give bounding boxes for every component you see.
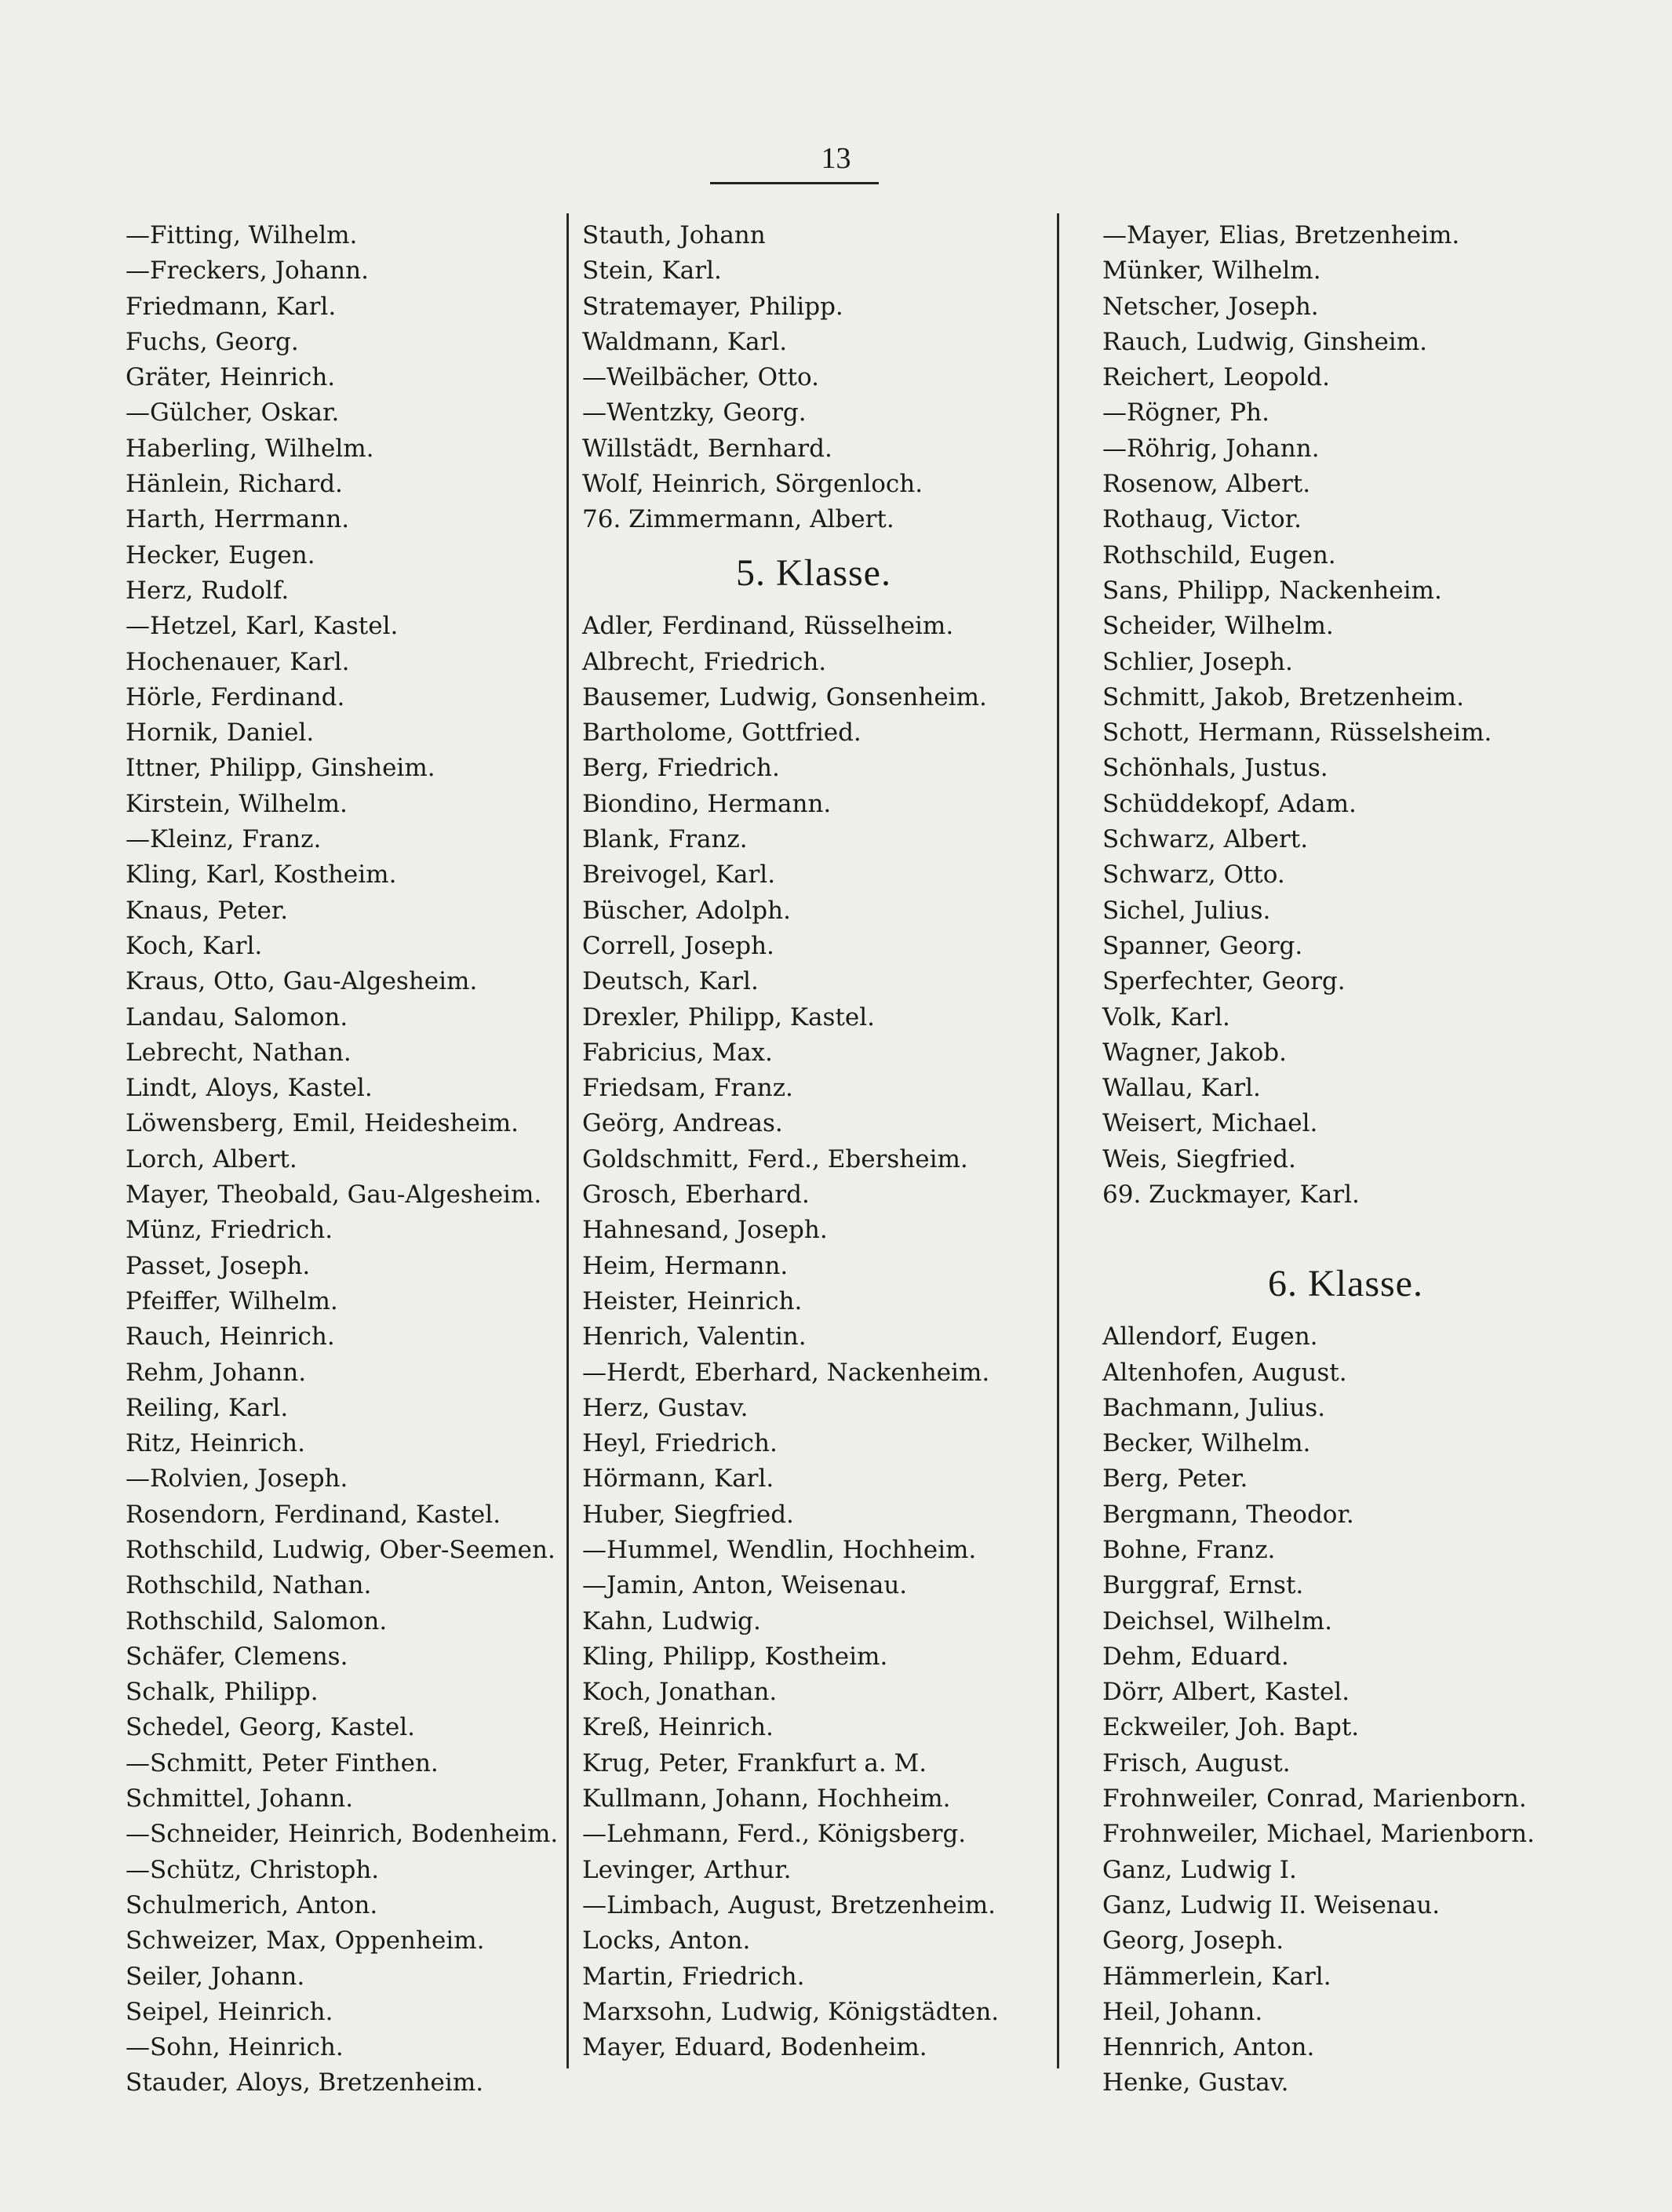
student-entry: Hänlein, Richard. bbox=[126, 470, 343, 499]
student-entry: Levinger, Arthur. bbox=[582, 1855, 792, 1884]
student-entry: Passet, Joseph. bbox=[126, 1251, 311, 1280]
student-entry: —Lehmann, Ferd., Königsberg. bbox=[582, 1820, 967, 1849]
student-entry: —Jamin, Anton, Weisenau. bbox=[582, 1571, 908, 1600]
student-entry: Heil, Johann. bbox=[1102, 1997, 1263, 2026]
student-entry: Kling, Philipp, Kostheim. bbox=[582, 1642, 888, 1671]
student-entry: Kreß, Heinrich. bbox=[582, 1713, 774, 1742]
student-entry: —Gülcher, Oskar. bbox=[126, 398, 340, 427]
student-entry: Ritz, Heinrich. bbox=[126, 1429, 305, 1458]
student-entry: Stein, Karl. bbox=[582, 256, 722, 286]
student-entry: Dörr, Albert, Kastel. bbox=[1102, 1678, 1350, 1707]
student-entry: Lorch, Albert. bbox=[126, 1144, 297, 1173]
student-entry: Rothaug, Victor. bbox=[1102, 505, 1302, 534]
student-entry: Haberling, Wilhelm. bbox=[126, 434, 374, 463]
student-entry: Reichert, Leopold. bbox=[1102, 363, 1330, 392]
student-entry: Wallau, Karl. bbox=[1102, 1074, 1261, 1103]
student-entry: Schalk, Philipp. bbox=[126, 1678, 319, 1707]
student-entry: Rothschild, Ludwig, Ober-Seemen. bbox=[126, 1535, 556, 1564]
student-entry: Gräter, Heinrich. bbox=[126, 363, 336, 392]
student-entry: —Herdt, Eberhard, Nackenheim. bbox=[582, 1358, 990, 1387]
student-entry: —Mayer, Elias, Bretzenheim. bbox=[1102, 221, 1460, 249]
student-entry: Burggraf, Ernst. bbox=[1102, 1571, 1304, 1600]
student-entry: Fabricius, Max. bbox=[582, 1038, 773, 1067]
name-column-1 bbox=[126, 218, 565, 2101]
student-entry: Schmittel, Johann. bbox=[126, 1785, 354, 1814]
student-entry: Heister, Heinrich. bbox=[582, 1286, 803, 1315]
student-entry: Dehm, Eduard. bbox=[1102, 1642, 1289, 1671]
student-entry: Krug, Peter, Frankfurt a. M. bbox=[582, 1748, 927, 1777]
student-entry: —Rögner, Ph. bbox=[1102, 398, 1269, 427]
student-entry: Schwarz, Albert. bbox=[1102, 825, 1309, 854]
student-entry: Schedel, Georg, Kastel. bbox=[126, 1713, 415, 1742]
name-column-3 bbox=[1102, 218, 1589, 2101]
student-entry: Sans, Philipp, Nackenheim. bbox=[1102, 576, 1442, 605]
student-entry: Blank, Franz. bbox=[582, 825, 748, 854]
student-entry: Kirstein, Wilhelm. bbox=[126, 789, 348, 818]
student-entry: Hahnesand, Joseph. bbox=[582, 1216, 828, 1245]
student-entry: Bausemer, Ludwig, Gonsenheim. bbox=[582, 682, 987, 711]
student-entry: Netscher, Joseph. bbox=[1102, 292, 1319, 321]
student-entry: —Wentzky, Georg. bbox=[582, 398, 807, 427]
student-entry: Koch, Jonathan. bbox=[582, 1678, 778, 1707]
student-entry: Seiler, Johann. bbox=[126, 1962, 305, 1991]
student-entry: —Fitting, Wilhelm. bbox=[126, 221, 358, 249]
student-entry: Stauder, Aloys, Bretzenheim. bbox=[126, 2068, 484, 2097]
student-entry: Friedmann, Karl. bbox=[126, 292, 337, 321]
student-entry: Eckweiler, Joh. Bapt. bbox=[1102, 1713, 1360, 1742]
student-entry: Huber, Siegfried. bbox=[582, 1500, 794, 1529]
student-entry: Berg, Peter. bbox=[1102, 1464, 1248, 1493]
column-divider bbox=[1057, 213, 1059, 2068]
student-entry: Schweizer, Max, Oppenheim. bbox=[126, 1926, 485, 1956]
student-entry: Waldmann, Karl. bbox=[582, 327, 788, 356]
student-entry: Lindt, Aloys, Kastel. bbox=[126, 1074, 373, 1103]
class-heading: 5. Klasse. bbox=[736, 551, 891, 594]
column-divider bbox=[566, 213, 569, 2068]
student-entry: Hennrich, Anton. bbox=[1102, 2033, 1315, 2062]
student-entry: Berg, Friedrich. bbox=[582, 754, 780, 783]
student-entry: Büscher, Adolph. bbox=[582, 896, 791, 925]
student-entry: Herz, Rudolf. bbox=[126, 576, 290, 605]
student-entry: Rehm, Johann. bbox=[126, 1358, 307, 1387]
student-entry: Seipel, Heinrich. bbox=[126, 1997, 333, 2026]
student-entry: Harth, Herrmann. bbox=[126, 505, 350, 534]
student-entry: Henrich, Valentin. bbox=[582, 1322, 807, 1352]
student-entry: —Limbach, August, Bretzenheim. bbox=[582, 1890, 996, 1919]
student-entry: Schulmerich, Anton. bbox=[126, 1890, 378, 1919]
student-entry: Koch, Karl. bbox=[126, 931, 263, 960]
name-column-2 bbox=[582, 218, 1045, 2065]
student-entry: Weis, Siegfried. bbox=[1102, 1144, 1296, 1173]
student-entry: Biondino, Hermann. bbox=[582, 789, 832, 818]
student-entry: Herz, Gustav. bbox=[582, 1393, 749, 1422]
student-entry: Georg, Joseph. bbox=[1102, 1926, 1284, 1956]
student-entry: Heyl, Friedrich. bbox=[582, 1429, 778, 1458]
student-entry: Rosendorn, Ferdinand, Kastel. bbox=[126, 1500, 501, 1529]
student-entry: Kullmann, Johann, Hochheim. bbox=[582, 1785, 951, 1814]
student-entry: Correll, Joseph. bbox=[582, 931, 774, 960]
student-entry: Deichsel, Wilhelm. bbox=[1102, 1606, 1332, 1635]
student-entry: Bartholome, Gottfried. bbox=[582, 719, 861, 748]
student-entry: Hecker, Eugen. bbox=[126, 540, 315, 569]
student-entry: Rosenow, Albert. bbox=[1102, 470, 1311, 499]
student-entry: Stauth, Johann bbox=[582, 221, 766, 249]
student-entry: Bergmann, Theodor. bbox=[1102, 1500, 1354, 1529]
student-entry: Albrecht, Friedrich. bbox=[582, 647, 827, 676]
student-entry: 76. Zimmermann, Albert. bbox=[582, 505, 894, 534]
student-entry: Becker, Wilhelm. bbox=[1102, 1429, 1311, 1458]
student-entry: Deutsch, Karl. bbox=[582, 967, 759, 996]
student-entry: Mayer, Theobald, Gau-Algesheim. bbox=[126, 1181, 542, 1210]
student-entry: Sperfechter, Georg. bbox=[1102, 967, 1346, 996]
student-entry: Ganz, Ludwig I. bbox=[1102, 1855, 1297, 1884]
student-entry: Altenhofen, August. bbox=[1102, 1358, 1347, 1387]
student-entry: Münker, Wilhelm. bbox=[1102, 256, 1321, 286]
student-entry: Wagner, Jakob. bbox=[1102, 1038, 1287, 1067]
student-entry: Schönhals, Justus. bbox=[1102, 754, 1328, 783]
student-entry: Rothschild, Nathan. bbox=[126, 1571, 372, 1600]
student-entry: Mayer, Eduard, Bodenheim. bbox=[582, 2033, 927, 2062]
student-entry: —Rolvien, Joseph. bbox=[126, 1464, 348, 1493]
student-entry: —Sohn, Heinrich. bbox=[126, 2033, 344, 2062]
student-entry: Münz, Friedrich. bbox=[126, 1216, 333, 1245]
student-entry: Goldschmitt, Ferd., Ebersheim. bbox=[582, 1144, 968, 1173]
student-entry: Ittner, Philipp, Ginsheim. bbox=[126, 754, 435, 783]
student-entry: Locks, Anton. bbox=[582, 1926, 751, 1956]
student-entry: Pfeiffer, Wilhelm. bbox=[126, 1286, 338, 1315]
student-entry: Friedsam, Franz. bbox=[582, 1074, 793, 1103]
student-entry: Hörmann, Karl. bbox=[582, 1464, 774, 1493]
student-entry: Kraus, Otto, Gau-Algesheim. bbox=[126, 967, 478, 996]
student-entry: Willstädt, Bernhard. bbox=[582, 434, 832, 463]
student-entry: —Schneider, Heinrich, Bodenheim. bbox=[126, 1820, 559, 1849]
student-entry: Lebrecht, Nathan. bbox=[126, 1038, 352, 1067]
student-entry: Schäfer, Clemens. bbox=[126, 1642, 348, 1671]
student-entry: —Weilbächer, Otto. bbox=[582, 363, 819, 392]
student-entry: Adler, Ferdinand, Rüsselheim. bbox=[582, 612, 954, 641]
student-entry: —Kleinz, Franz. bbox=[126, 825, 322, 854]
student-entry: Rauch, Ludwig, Ginsheim. bbox=[1102, 327, 1427, 356]
student-entry: Grosch, Eberhard. bbox=[582, 1181, 810, 1210]
student-entry: Ganz, Ludwig II. Weisenau. bbox=[1102, 1890, 1441, 1919]
spacer bbox=[1102, 1213, 1589, 1248]
student-entry: Reiling, Karl. bbox=[126, 1393, 289, 1422]
student-entry: Kahn, Ludwig. bbox=[582, 1606, 761, 1635]
student-entry: Wolf, Heinrich, Sörgenloch. bbox=[582, 470, 923, 499]
student-entry: Hornik, Daniel. bbox=[126, 719, 315, 748]
student-entry: Sichel, Julius. bbox=[1102, 896, 1271, 925]
student-entry: Schüddekopf, Adam. bbox=[1102, 789, 1357, 818]
student-entry: Breivogel, Karl. bbox=[582, 860, 776, 890]
student-entry: Rothschild, Eugen. bbox=[1102, 540, 1336, 569]
student-entry: Löwensberg, Emil, Heidesheim. bbox=[126, 1109, 519, 1138]
student-entry: Kling, Karl, Kostheim. bbox=[126, 860, 397, 890]
student-entry: 69. Zuckmayer, Karl. bbox=[1102, 1181, 1360, 1210]
student-entry: —Schmitt, Peter Finthen. bbox=[126, 1748, 439, 1777]
student-entry: Stratemayer, Philipp. bbox=[582, 292, 843, 321]
student-entry: Hämmerlein, Karl. bbox=[1102, 1962, 1331, 1991]
student-entry: Schlier, Joseph. bbox=[1102, 647, 1293, 676]
student-entry: —Schütz, Christoph. bbox=[126, 1855, 380, 1884]
student-entry: Knaus, Peter. bbox=[126, 896, 289, 925]
student-entry: Hochenauer, Karl. bbox=[126, 647, 350, 676]
student-entry: Landau, Salomon. bbox=[126, 1002, 348, 1031]
student-entry: Geörg, Andreas. bbox=[582, 1109, 783, 1138]
student-entry: —Freckers, Johann. bbox=[126, 256, 369, 286]
student-entry: Scheider, Wilhelm. bbox=[1102, 612, 1334, 641]
student-entry: Volk, Karl. bbox=[1102, 1002, 1230, 1031]
student-entry: Rauch, Heinrich. bbox=[126, 1322, 335, 1352]
page-number: 13 bbox=[821, 142, 851, 175]
student-entry: Fuchs, Georg. bbox=[126, 327, 299, 356]
page-number-rule bbox=[710, 182, 879, 184]
student-entry: Schwarz, Otto. bbox=[1102, 860, 1285, 890]
student-entry: Schmitt, Jakob, Bretzenheim. bbox=[1102, 682, 1464, 711]
student-entry: Frisch, August. bbox=[1102, 1748, 1291, 1777]
student-entry: Spanner, Georg. bbox=[1102, 931, 1303, 960]
student-entry: Hörle, Ferdinand. bbox=[126, 682, 345, 711]
student-entry: Drexler, Philipp, Kastel. bbox=[582, 1002, 875, 1031]
student-entry: Schott, Hermann, Rüsselsheim. bbox=[1102, 719, 1492, 748]
student-entry: —Röhrig, Johann. bbox=[1102, 434, 1320, 463]
student-entry: Allendorf, Eugen. bbox=[1102, 1322, 1318, 1352]
class-heading: 6. Klasse. bbox=[1268, 1262, 1423, 1304]
student-entry: Martin, Friedrich. bbox=[582, 1962, 805, 1991]
student-entry: Frohnweiler, Michael, Marienborn. bbox=[1102, 1820, 1535, 1849]
student-entry: —Hummel, Wendlin, Hochheim. bbox=[582, 1535, 977, 1564]
student-entry: Heim, Hermann. bbox=[582, 1251, 789, 1280]
student-entry: Frohnweiler, Conrad, Marienborn. bbox=[1102, 1785, 1527, 1814]
student-entry: Marxsohn, Ludwig, Königstädten. bbox=[582, 1997, 1000, 2026]
student-entry: —Hetzel, Karl, Kastel. bbox=[126, 612, 399, 641]
student-entry: Bohne, Franz. bbox=[1102, 1535, 1276, 1564]
student-entry: Henke, Gustav. bbox=[1102, 2068, 1289, 2097]
student-entry: Weisert, Michael. bbox=[1102, 1109, 1318, 1138]
student-entry: Rothschild, Salomon. bbox=[126, 1606, 388, 1635]
student-entry: Bachmann, Julius. bbox=[1102, 1393, 1326, 1422]
